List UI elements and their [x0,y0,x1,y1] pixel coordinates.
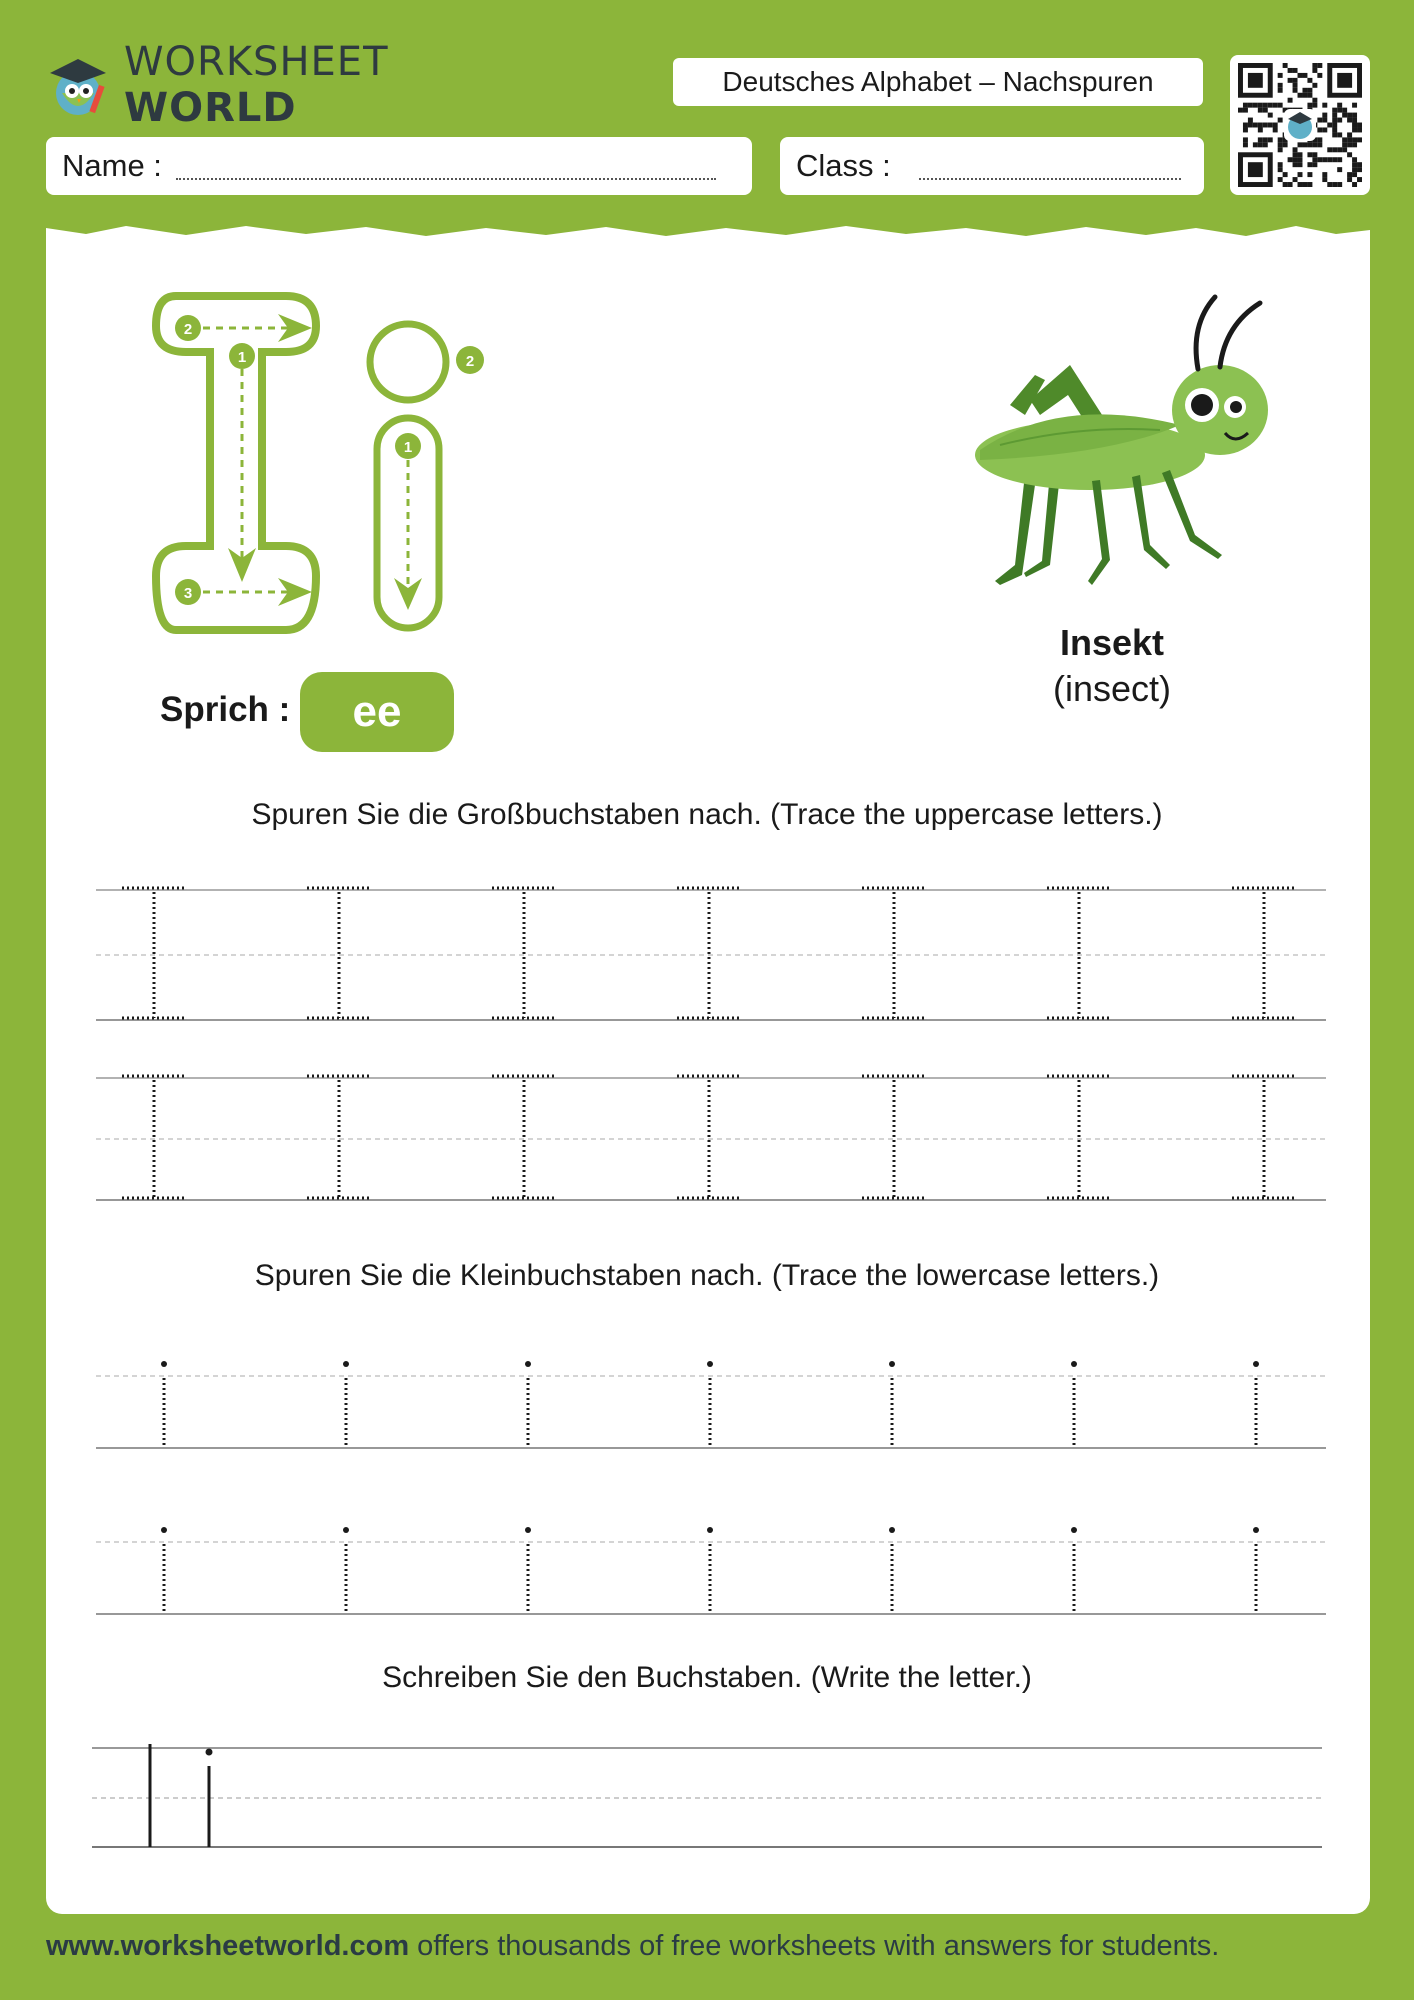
name-field[interactable] [46,137,752,195]
traceable-uppercase-letter [1047,1076,1111,1198]
traceable-uppercase-letter [862,888,926,1018]
stroke-number-1: 1 [237,349,247,366]
traceable-uppercase-letter [862,1076,926,1198]
sound-badge: ee [300,672,454,752]
class-label: Class : [796,148,891,183]
uppercase-stroke-guide [150,290,330,640]
lowercase-tracing-area[interactable] [96,1350,1326,1650]
class-writing-line[interactable] [919,178,1181,180]
traceable-lowercase-letter [707,1361,713,1448]
name-label: Name : [62,148,162,183]
uppercase-instruction: Spuren Sie die Großbuchstaben nach. (Trace the uppercase letters.) [251,798,1163,831]
stroke-number-1-small: 1 [403,439,413,456]
traceable-lowercase-letter [343,1361,349,1448]
grasshopper-icon [940,285,1280,605]
name-writing-line[interactable] [176,178,716,180]
owl-mascot-icon [44,49,116,121]
traceable-uppercase-letter [1232,888,1296,1018]
example-lowercase-dot [206,1749,213,1756]
lowercase-instruction: Spuren Sie die Kleinbuchstaben nach. (Trace the lowercase letters.) [254,1259,1160,1292]
qr-code-icon [1238,63,1362,187]
class-field[interactable] [780,137,1204,195]
traceable-uppercase-letter [492,888,556,1018]
traceable-lowercase-letter [889,1361,895,1448]
brand-name-bold: WORLD [124,85,297,131]
traceable-lowercase-letter [1071,1361,1077,1448]
traceable-lowercase-letter [525,1527,531,1614]
traceable-uppercase-letter [492,1076,556,1198]
footer-message: offers thousands of free worksheets with answers for students. [409,1930,1220,1962]
traceable-lowercase-letter [1071,1527,1077,1614]
sprich-label: Sprich : [160,690,291,729]
traceable-uppercase-letter [677,888,741,1018]
uppercase-tracing-area[interactable] [96,870,1326,1210]
traceable-lowercase-letter [161,1527,167,1614]
free-writing-area[interactable] [92,1730,1322,1850]
traceable-lowercase-letter [343,1527,349,1614]
qr-code [1230,55,1370,195]
brand-name-light: WORKSHEET [124,39,389,85]
stroke-number-3: 3 [183,585,193,602]
traceable-lowercase-letter [1253,1361,1259,1448]
traceable-uppercase-letter [122,1076,186,1198]
brand-logo [44,39,474,131]
stroke-number-2: 2 [183,321,193,338]
picture-word: Insekt [1059,622,1165,663]
lowercase-stroke-guide [360,310,490,640]
traceable-lowercase-letter [525,1361,531,1448]
traceable-lowercase-letter [1253,1527,1259,1614]
footer-text [46,1930,1219,1963]
traceable-lowercase-letter [707,1527,713,1614]
stroke-number-2-small: 2 [465,353,475,370]
write-instruction: Schreiben Sie den Buchstaben. (Write the letter.) [382,1661,1032,1694]
picture-translation: (insect) [1052,668,1172,709]
traceable-uppercase-letter [307,1076,371,1198]
traceable-lowercase-letter [161,1361,167,1448]
traceable-uppercase-letter [677,1076,741,1198]
footer-url[interactable]: www.worksheetworld.com [46,1930,410,1962]
traceable-uppercase-letter [1047,888,1111,1018]
traceable-uppercase-letter [1232,1076,1296,1198]
worksheet-title: Deutsches Alphabet – Nachspuren [673,58,1203,106]
torn-edge-decoration [46,216,1370,242]
traceable-uppercase-letter [307,888,371,1018]
traceable-uppercase-letter [122,888,186,1018]
traceable-lowercase-letter [889,1527,895,1614]
